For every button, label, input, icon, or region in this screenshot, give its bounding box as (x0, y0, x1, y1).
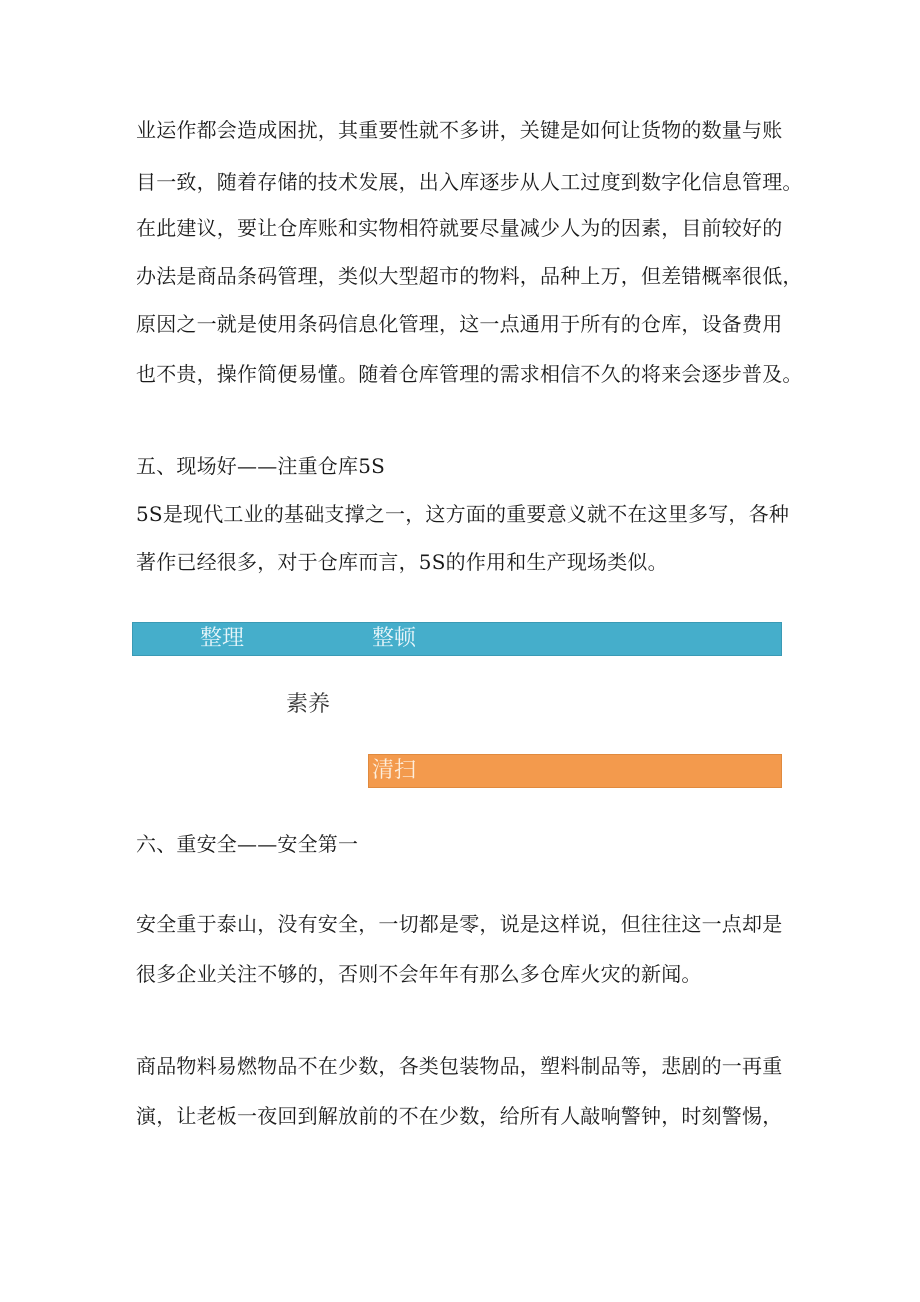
text-line: 5S是现代工业的基础支撑之一，这方面的重要意义就不在这里多写，各种 (136, 502, 790, 526)
text-line: 也不贵，操作简便易懂。随着仓库管理的需求相信不久的将来会逐步普及。 (136, 362, 803, 386)
text-line: 很多企业关注不够的，否则不会年年有那么多仓库火灾的新闻。 (136, 962, 702, 986)
label-suyang: 素养 (286, 692, 331, 717)
text-line: 业运作都会造成困扰，其重要性就不多讲，关键是如何让货物的数量与账 (136, 118, 783, 142)
text-line: 商品物料易燃物品不在少数，各类包装物品，塑料制品等，悲剧的一再重 (136, 1054, 783, 1078)
label-qingsao: 清扫 (372, 758, 417, 783)
diagram-band-orange (368, 754, 782, 788)
label-zhengdun: 整顿 (372, 626, 417, 651)
text-line: 目一致，随着存储的技术发展，出入库逐步从人工过度到数字化信息管理。 (136, 170, 803, 194)
text-line: 原因之一就是使用条码信息化管理，这一点通用于所有的仓库，设备费用 (136, 312, 783, 336)
section-heading: 六、重安全——安全第一 (136, 832, 359, 856)
text-line: 办法是商品条码管理，类似大型超市的物料，品种上万，但差错概率很低， (136, 264, 803, 288)
text-line: 演，让老板一夜回到解放前的不在少数，给所有人敲响警钟，时刻警惕， (136, 1104, 783, 1128)
text-line: 安全重于泰山，没有安全，一切都是零，说是这样说，但往往这一点却是 (136, 912, 783, 936)
text-line: 著作已经很多，对于仓库而言，5S的作用和生产现场类似。 (136, 550, 668, 574)
label-zhengli: 整理 (200, 626, 245, 651)
text-line: 在此建议，要让仓库账和实物相符就要尽量减少人为的因素，目前较好的 (136, 216, 783, 240)
section-heading: 五、现场好——注重仓库5S (136, 454, 386, 478)
